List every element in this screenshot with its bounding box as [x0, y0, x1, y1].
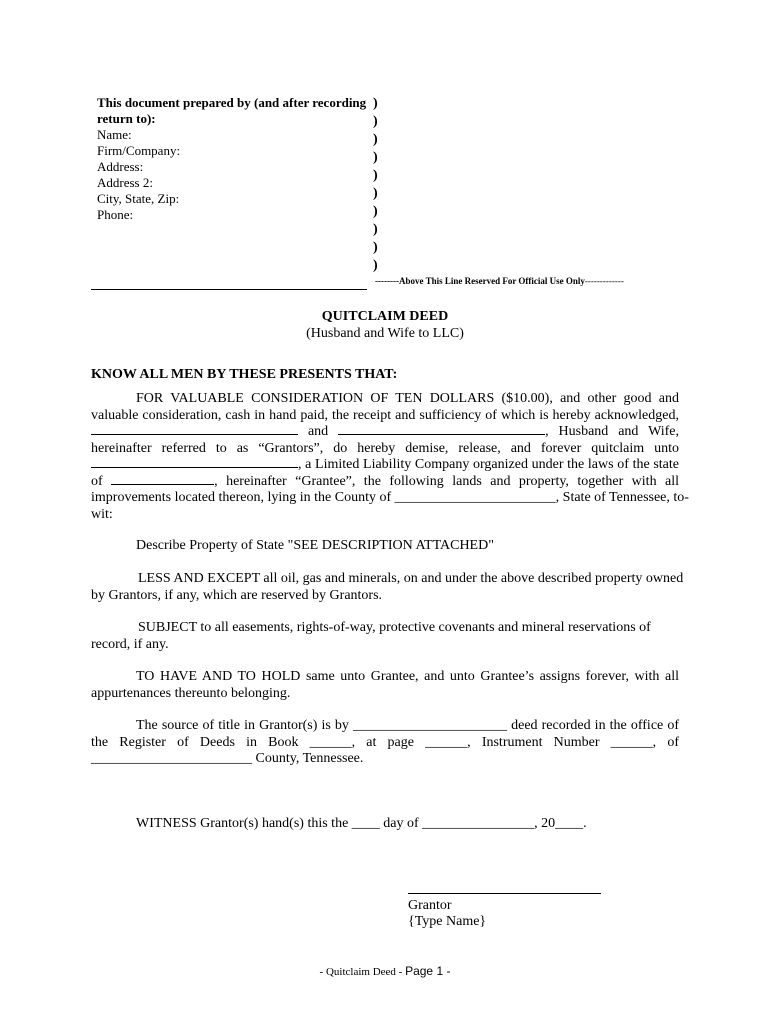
- habendum-paragraph: [91, 669, 679, 702]
- subject-paragraph: [91, 620, 679, 653]
- paren: ): [373, 258, 378, 273]
- consideration-line-6: [91, 474, 679, 491]
- grantor-label: Grantor: [408, 898, 452, 913]
- footer-text: - Quitclaim Deed -: [319, 966, 406, 978]
- state-blank[interactable]: [111, 483, 214, 485]
- consideration-line-3: [91, 424, 679, 441]
- paren: ): [373, 150, 378, 165]
- witness-line: WITNESS Grantor(s) hand(s) this the ____ day of ________________, 20____.: [136, 816, 587, 831]
- husband-wife-text: , Husband and Wife,: [545, 424, 680, 439]
- paren: ): [373, 168, 378, 183]
- grantor1-blank[interactable]: [91, 433, 298, 435]
- subject-line-1: SUBJECT to all easements, rights-of-way, protective covenants and mineral reservations of: [138, 620, 651, 635]
- know-all-men-heading: KNOW ALL MEN BY THESE PRESENTS THAT:: [91, 367, 398, 382]
- recording-divider-line: [91, 289, 367, 290]
- paren: ): [373, 114, 378, 129]
- llc-text: , a Limited Liability Company organized under the laws of the state: [298, 457, 679, 472]
- grantor2-blank[interactable]: [338, 433, 545, 435]
- consideration-line-5: [91, 457, 679, 474]
- paren: ): [373, 96, 378, 111]
- preparer-firm-label: Firm/Company:: [97, 143, 181, 158]
- paren: ): [373, 240, 378, 255]
- paren: ): [373, 204, 378, 219]
- paren: ): [373, 222, 378, 237]
- paren: ): [373, 186, 378, 201]
- habendum-line-1: TO HAVE AND TO HOLD same unto Grantee, and unto Grantee’s assigns forever, with all: [136, 669, 679, 684]
- reserved-dashes-right: -------------: [584, 276, 624, 286]
- consideration-paragraph: [91, 391, 689, 523]
- preparer-block: [97, 95, 372, 223]
- preparer-heading-line2: return to):: [97, 111, 156, 126]
- source-line-2: the Register of Deeds in Book ______, at page ______, Instrument Number ______, of: [91, 734, 679, 750]
- preparer-phone-label: Phone:: [97, 207, 134, 222]
- source-line-3: _______________________ County, Tennessee.: [91, 751, 364, 766]
- preparer-address-label: Address:: [97, 159, 144, 174]
- of-text: of: [91, 473, 103, 489]
- reserved-notice: [375, 276, 624, 286]
- and-text: and: [307, 424, 329, 439]
- property-description: Describe Property of State "SEE DESCRIPTION ATTACHED": [136, 538, 494, 553]
- consideration-line-1: FOR VALUABLE CONSIDERATION OF TEN DOLLARS ($10.00), and other good and: [136, 391, 679, 406]
- type-name-label: {Type Name}: [408, 914, 487, 929]
- llc-name-blank[interactable]: [91, 466, 298, 468]
- consideration-line-2: valuable consideration, cash in hand paid, the receipt and sufficiency of which is hereby acknowledged,: [91, 407, 679, 423]
- document-title: QUITCLAIM DEED: [321, 309, 449, 324]
- paren-column: [373, 95, 378, 275]
- source-line-1: The source of title in Grantor(s) is by ______________________ deed recorded in the office of: [136, 718, 679, 733]
- habendum-line-2: appurtenances thereunto belonging.: [91, 685, 291, 701]
- preparer-address2-label: Address 2:: [97, 175, 153, 190]
- footer-page-number: Page 1 -: [405, 964, 451, 978]
- page-footer: [0, 964, 770, 978]
- subject-line-2: record, if any.: [91, 636, 169, 652]
- reserved-text: Above This Line Reserved For Official Use Only: [398, 276, 585, 286]
- consideration-line-7: improvements located thereon, lying in the County of _______________________, State of Tennessee, to-: [91, 490, 689, 505]
- preparer-city-label: City, State, Zip:: [97, 191, 180, 206]
- less-except-paragraph: [91, 571, 684, 604]
- consideration-line-4: hereinafter referred to as “Grantors”, do hereby demise, release, and forever quitclaim unto: [91, 440, 679, 456]
- preparer-heading-line1: This document prepared by (and after recording: [97, 95, 367, 110]
- signature-line[interactable]: [408, 893, 601, 894]
- paren: ): [373, 132, 378, 147]
- less-except-line-2: by Grantors, if any, which are reserved by Grantors.: [91, 587, 383, 603]
- grantee-text: , hereinafter “Grantee”, the following lands and property, together with all: [214, 473, 680, 489]
- source-of-title-paragraph: [91, 718, 679, 768]
- preparer-name-label: Name:: [97, 127, 132, 142]
- consideration-line-8: wit:: [91, 506, 113, 522]
- reserved-dashes-left: --------: [375, 276, 399, 286]
- document-subtitle: (Husband and Wife to LLC): [306, 326, 464, 341]
- less-except-line-1: LESS AND EXCEPT all oil, gas and minerals, on and under the above described property owned: [138, 571, 684, 586]
